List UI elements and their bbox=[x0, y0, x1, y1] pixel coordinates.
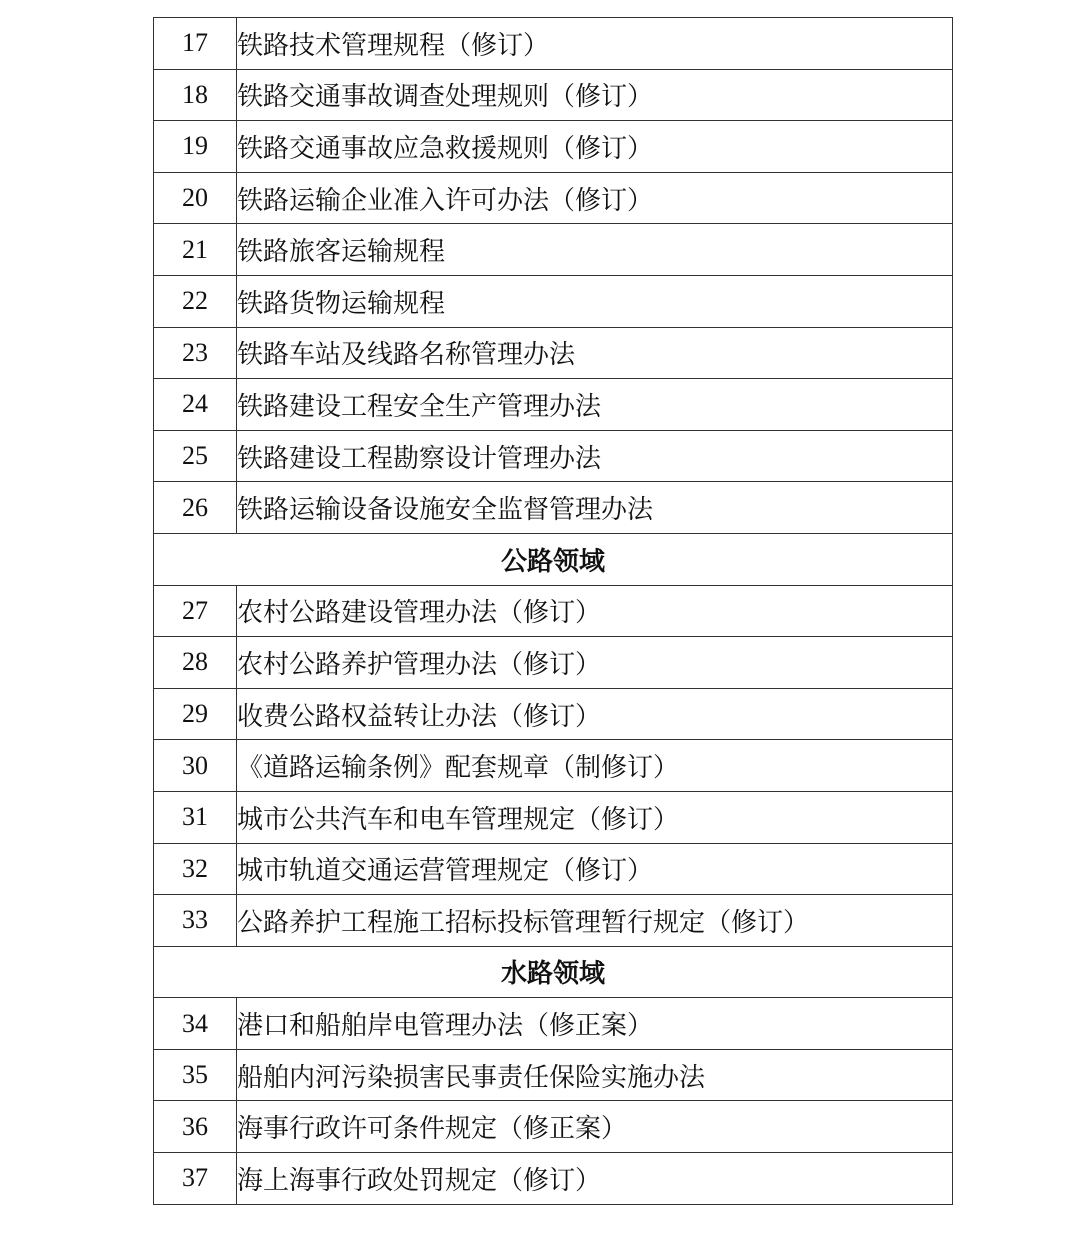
regulation-title: 公路养护工程施工招标投标管理暂行规定（修订） bbox=[237, 895, 953, 947]
regulation-title: 收费公路权益转让办法（修订） bbox=[237, 688, 953, 740]
regulation-title: 城市轨道交通运营管理规定（修订） bbox=[237, 843, 953, 895]
section-header-row bbox=[154, 533, 953, 585]
regulation-title: 铁路货物运输规程 bbox=[237, 275, 953, 327]
row-number: 26 bbox=[154, 482, 237, 534]
row-number: 32 bbox=[154, 843, 237, 895]
table-row bbox=[154, 172, 953, 224]
regulations-table bbox=[153, 17, 953, 1205]
regulation-title: 海事行政许可条件规定（修正案） bbox=[237, 1101, 953, 1153]
regulation-title: 港口和船舶岸电管理办法（修正案） bbox=[237, 998, 953, 1050]
row-number: 35 bbox=[154, 1049, 237, 1101]
regulation-title: 铁路运输企业准入许可办法（修订） bbox=[237, 172, 953, 224]
row-number: 19 bbox=[154, 121, 237, 173]
table-row bbox=[154, 482, 953, 534]
regulation-title: 铁路旅客运输规程 bbox=[237, 224, 953, 276]
regulation-title: 海上海事行政处罚规定（修订） bbox=[237, 1153, 953, 1205]
row-number: 24 bbox=[154, 379, 237, 431]
row-number: 30 bbox=[154, 740, 237, 792]
table-row bbox=[154, 1101, 953, 1153]
regulation-title: 船舶内河污染损害民事责任保险实施办法 bbox=[237, 1049, 953, 1101]
table-row bbox=[154, 327, 953, 379]
row-number: 22 bbox=[154, 275, 237, 327]
table-row bbox=[154, 637, 953, 689]
row-number: 25 bbox=[154, 430, 237, 482]
row-number: 18 bbox=[154, 69, 237, 121]
section-header-row bbox=[154, 946, 953, 998]
row-number: 31 bbox=[154, 791, 237, 843]
regulation-title: 农村公路建设管理办法（修订） bbox=[237, 585, 953, 637]
regulation-title: 城市公共汽车和电车管理规定（修订） bbox=[237, 791, 953, 843]
table-row bbox=[154, 224, 953, 276]
section-header-waterway: 水路领域 bbox=[154, 946, 953, 998]
table-row bbox=[154, 1049, 953, 1101]
section-header-highway: 公路领域 bbox=[154, 533, 953, 585]
regulation-title: 铁路建设工程勘察设计管理办法 bbox=[237, 430, 953, 482]
row-number: 20 bbox=[154, 172, 237, 224]
table-row bbox=[154, 1153, 953, 1205]
regulation-title: 农村公路养护管理办法（修订） bbox=[237, 637, 953, 689]
row-number: 21 bbox=[154, 224, 237, 276]
row-number: 27 bbox=[154, 585, 237, 637]
table-row bbox=[154, 585, 953, 637]
table-row bbox=[154, 121, 953, 173]
regulation-title: 铁路建设工程安全生产管理办法 bbox=[237, 379, 953, 431]
table-row bbox=[154, 379, 953, 431]
regulation-title: 《道路运输条例》配套规章（制修订） bbox=[237, 740, 953, 792]
regulation-title: 铁路技术管理规程（修订） bbox=[237, 18, 953, 70]
row-number: 34 bbox=[154, 998, 237, 1050]
row-number: 29 bbox=[154, 688, 237, 740]
table-row bbox=[154, 895, 953, 947]
table-row bbox=[154, 998, 953, 1050]
table-row bbox=[154, 18, 953, 70]
row-number: 33 bbox=[154, 895, 237, 947]
row-number: 23 bbox=[154, 327, 237, 379]
table-row bbox=[154, 69, 953, 121]
regulation-title: 铁路运输设备设施安全监督管理办法 bbox=[237, 482, 953, 534]
regulation-title: 铁路交通事故调查处理规则（修订） bbox=[237, 69, 953, 121]
table-row bbox=[154, 275, 953, 327]
table-row bbox=[154, 740, 953, 792]
table-row bbox=[154, 430, 953, 482]
regulation-title: 铁路交通事故应急救援规则（修订） bbox=[237, 121, 953, 173]
row-number: 37 bbox=[154, 1153, 237, 1205]
table-row bbox=[154, 791, 953, 843]
table-row bbox=[154, 843, 953, 895]
row-number: 17 bbox=[154, 18, 237, 70]
table-row bbox=[154, 688, 953, 740]
regulations-table-body bbox=[154, 18, 953, 1205]
row-number: 28 bbox=[154, 637, 237, 689]
regulation-title: 铁路车站及线路名称管理办法 bbox=[237, 327, 953, 379]
row-number: 36 bbox=[154, 1101, 237, 1153]
